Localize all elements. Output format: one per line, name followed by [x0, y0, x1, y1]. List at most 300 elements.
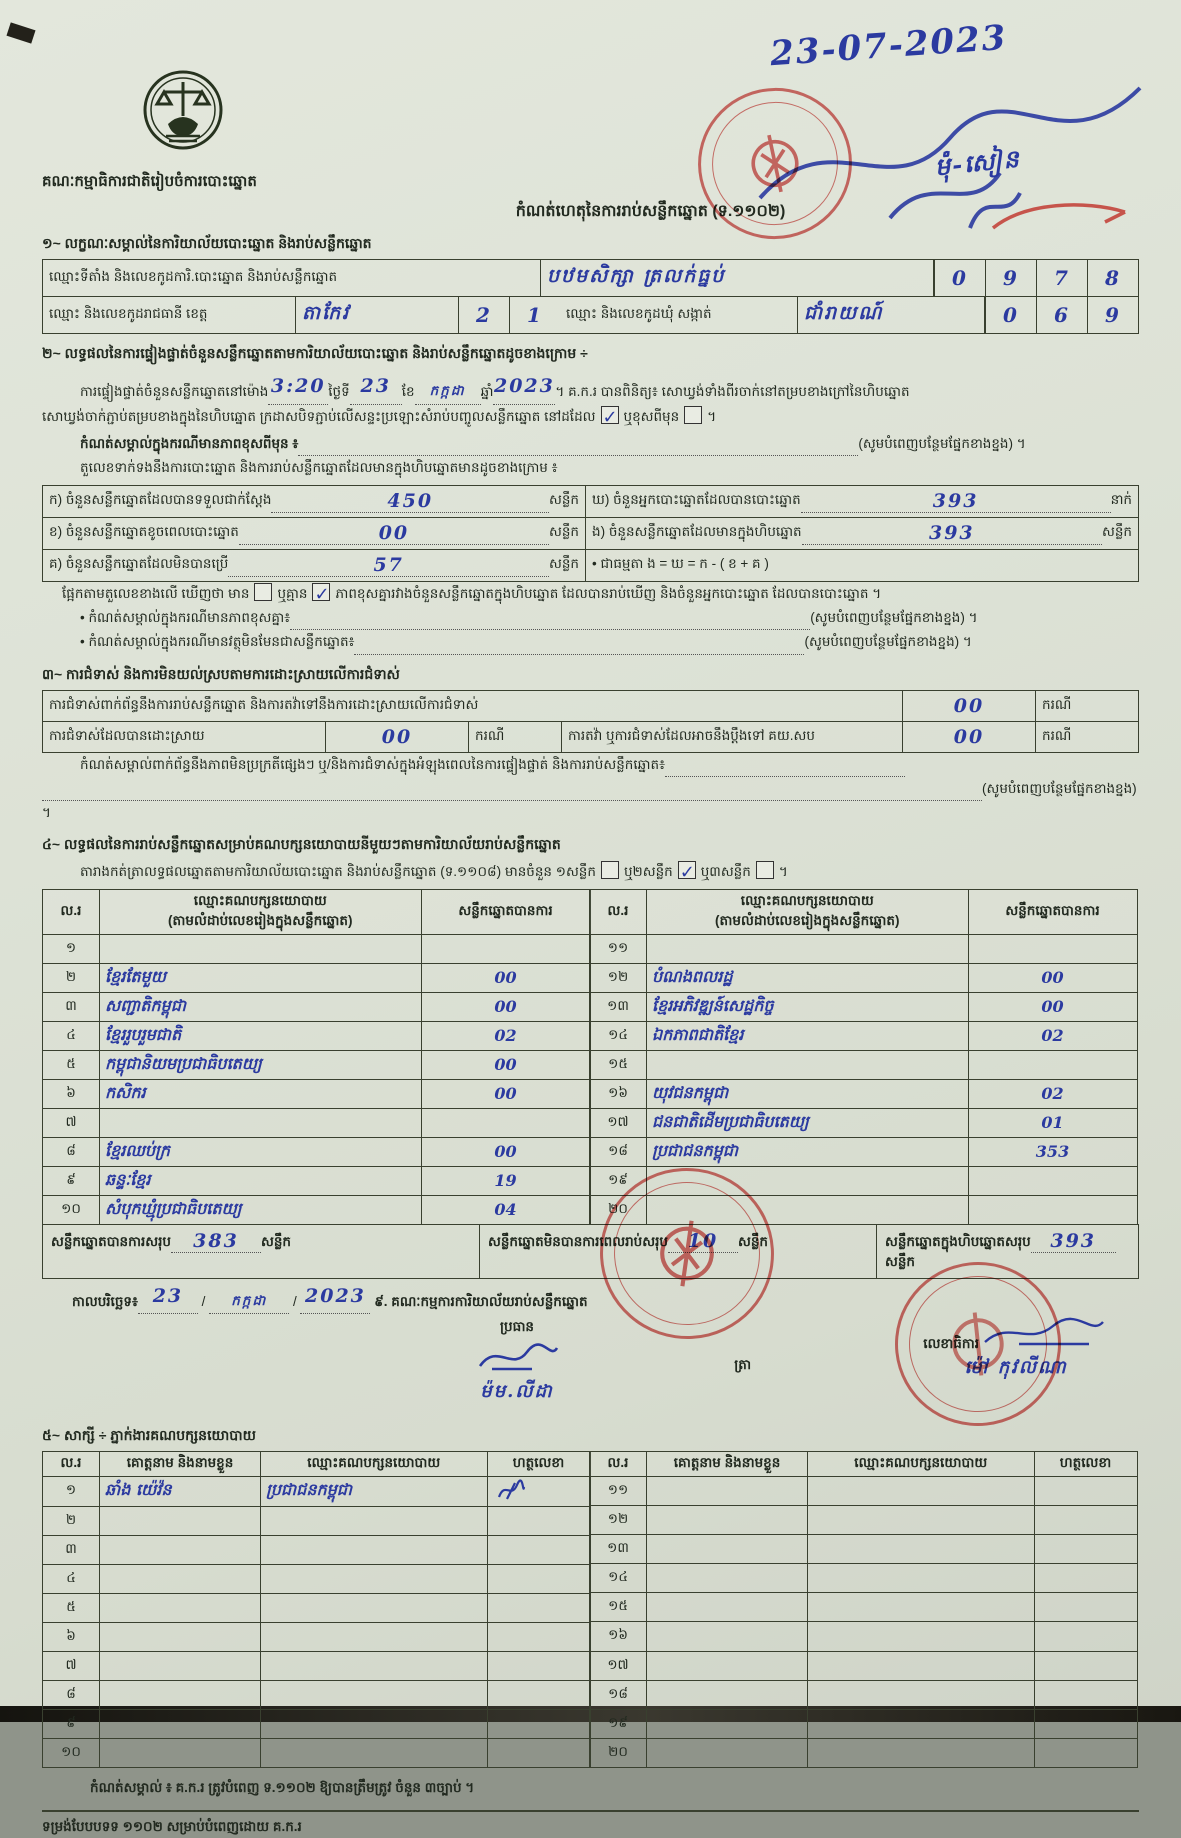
agent-name-handwritten — [647, 1709, 808, 1738]
agent-row-number: ៦ — [43, 1622, 100, 1651]
irregularity-note — [42, 753, 1139, 826]
agent-party-handwritten — [808, 1476, 1035, 1505]
agent-row — [590, 1738, 1138, 1767]
party-name-handwritten: កសិករ — [100, 1079, 422, 1108]
party-row-number: ៩ — [43, 1166, 100, 1195]
party-result-row — [590, 934, 1138, 963]
province-code-digit: 2 — [476, 303, 492, 327]
party-votes-handwritten: 00 — [968, 992, 1137, 1021]
secretary-name-handwritten: ម៉ៅ កុវលីណា — [964, 1356, 1068, 1378]
party-row-number: ៤ — [43, 1021, 100, 1050]
bullet2-label: • កំណត់សម្គាល់ក្នុងករណីមានវត្ថុមិនមែនជាសន្លឹកឆ្នោត៖ — [80, 634, 355, 650]
province-code-boxes — [459, 297, 560, 333]
party-table-left — [42, 889, 591, 1225]
organization-name: គណៈកម្មាធិការជាតិរៀបចំការបោះឆ្នោត — [42, 173, 257, 190]
voters-label: ឃ) ចំនួនអ្នកបោះឆ្នោតដែលបានបោះឆ្នោត — [592, 492, 801, 508]
col-party-sub: (តាមលំដាប់លេខរៀងក្នុងសន្លឹកឆ្នោត) — [168, 912, 353, 928]
received-label: ក) ចំនួនសន្លឹកឆ្នោតដែលបានទទួលជាក់ស្តែង — [49, 492, 272, 508]
party-row-number: ១៨ — [590, 1137, 647, 1166]
bullet1-suffix: (សូមបំពេញបន្ថែមផ្នែកខាងខ្នង) ។ — [810, 610, 978, 625]
party-result-row — [590, 1137, 1138, 1166]
col-signature: ហត្ថលេខា — [487, 1451, 590, 1476]
section3-heading: ៣~ ការជំទាស់ និងការមិនយល់ស្របតាមការដោះស្រាយលើការជំទាស់ — [42, 665, 400, 682]
three-sheet-checkbox — [756, 861, 774, 879]
agent-row-number: ១០ — [43, 1738, 100, 1767]
comparison-line — [42, 582, 1139, 606]
verify-text-e: ។ គ.ក.រ បានពិនិត្យ៖ សោឃ្វង់ទាំងពីរចាក់នៅតម្របខាងក្រៅនៃហិបឆ្នោត — [555, 384, 910, 400]
irregularity-note-suffix: (សូមបំពេញបន្ថែមផ្នែកខាងខ្នង) ។ — [42, 780, 1137, 821]
agent-row — [43, 1593, 591, 1622]
party-votes-handwritten: 04 — [421, 1195, 590, 1224]
verify-month-handwritten: កក្កដា — [429, 383, 466, 400]
agent-name-handwritten — [647, 1535, 808, 1564]
commune-code-digit: 0 — [1003, 303, 1019, 327]
party-name-handwritten: កម្ពុជានិយមប្រជាធិបតេយ្យ — [100, 1050, 422, 1079]
col-signature: ហត្ថលេខា — [1034, 1451, 1137, 1476]
seal-different-checkbox — [684, 406, 702, 424]
objection-resolved-value: 00 — [381, 725, 413, 748]
objection-row1-label: ការជំទាស់ពាក់ព័ន្ធនឹងការរាប់សន្លឹកឆ្នោត និងការតវ៉ាទៅនឹងការដោះស្រាយលើការជំទាស់ — [43, 691, 903, 721]
valid-total-label: សន្លឹកឆ្នោតបានការសរុប — [51, 1233, 171, 1249]
verify-year-handwritten: 2023 — [493, 375, 555, 397]
unit-sheet: សន្លឹក — [549, 524, 579, 540]
col-votes: សន្លឹកឆ្នោតបានការ — [968, 889, 1137, 934]
verify-text-f: សោឃ្វង់ចាក់ភ្ជាប់តម្របខាងក្នុងនៃហិបឆ្នោត ក្រដាសបិទភ្ជាប់លើសន្ទះប្រឡោះសំរាប់បញ្ចូលសន្លឹកឆ្នោត នៅដដែល — [42, 409, 596, 425]
commune-label: ឈ្មោះ និងលេខកូដឃុំ សង្កាត់ — [560, 297, 798, 333]
three-sheet-label: ឬ៣សន្លឹក — [700, 864, 751, 880]
received-value-handwritten: 450 — [387, 489, 434, 512]
party-name-handwritten: យុវជនកម្ពុជា — [647, 1079, 969, 1108]
agent-row-number: ១៨ — [590, 1680, 647, 1709]
col-party-sub: (តាមលំដាប់លេខរៀងក្នុងសន្លឹកឆ្នោត) — [715, 912, 900, 928]
party-name-handwritten: ខ្មែររួបរួមជាតិ — [100, 1021, 422, 1050]
verify-text-c: ខែ — [401, 384, 415, 400]
difference-yes-checkbox — [254, 583, 272, 601]
agent-row-number: ៥ — [43, 1593, 100, 1622]
station-name-handwritten: បឋមសិក្សា ត្រលក់ធ្នប់ — [547, 265, 726, 287]
agent-row — [590, 1564, 1138, 1593]
agent-row — [43, 1506, 591, 1535]
party-row-number: ១០ — [43, 1195, 100, 1224]
agent-row-number: ១១ — [590, 1476, 647, 1505]
objection-appeal-value: 00 — [953, 725, 985, 748]
objection-row2 — [42, 722, 1139, 753]
party-result-row — [43, 963, 591, 992]
party-name-handwritten: ខ្មែរតែមួយ — [100, 963, 422, 992]
unit-sheet: សន្លឹក — [549, 556, 579, 572]
unit-sheet: សន្លឹក — [885, 1253, 915, 1269]
agent-party-handwritten — [261, 1622, 488, 1651]
bullet-difference-note — [42, 606, 1139, 630]
party-votes-handwritten: 19 — [421, 1166, 590, 1195]
agent-row-number: ៨ — [43, 1680, 100, 1709]
agent-row — [590, 1593, 1138, 1622]
party-votes-handwritten: 353 — [968, 1137, 1137, 1166]
party-agents-table — [42, 1451, 1139, 1768]
verify-text-a: ការផ្ទៀងផ្ទាត់ចំនួនសន្លឹកឆ្នោតនៅម៉ោង — [80, 384, 269, 400]
agent-row-number: ១ — [43, 1476, 100, 1506]
unit-case: ករណី — [1042, 696, 1072, 712]
date-year-handwritten: 2023 — [305, 1284, 366, 1307]
unit-sheet: សន្លឹក — [1102, 524, 1132, 540]
agents-table-left — [42, 1451, 591, 1768]
agent-row-number: ១៣ — [590, 1535, 647, 1564]
two-sheet-label: ឬ២សន្លឹក — [623, 864, 673, 880]
party-votes-handwritten: 00 — [421, 992, 590, 1021]
station-code-digit: 7 — [1054, 266, 1070, 290]
agent-name-handwritten — [647, 1651, 808, 1680]
section2-heading: ២~ លទ្ធផលនៃការផ្ទៀងផ្ទាត់ចំនួនសន្លឹកឆ្នោតតាមការិយាល័យបោះឆ្នោត និងរាប់សន្លឹកឆ្នោតដូចខាងក្រោម ÷ — [42, 345, 588, 361]
date-day-handwritten: 23 — [152, 1284, 184, 1307]
agent-row-number: ២០ — [590, 1738, 647, 1767]
polling-station-row — [42, 259, 1139, 297]
party-row-number: ២០ — [590, 1195, 647, 1224]
agent-row-number: ១៩ — [590, 1709, 647, 1738]
agent-party-handwritten — [808, 1680, 1035, 1709]
party-result-row — [590, 1021, 1138, 1050]
unit-person: នាក់ — [1110, 492, 1132, 508]
agent-row — [590, 1622, 1138, 1651]
seal-note-label: កំណត់សម្គាល់ក្នុងករណីមានភាពខុសពីមុន ៖ — [80, 436, 299, 452]
party-row-number: ១៣ — [590, 992, 647, 1021]
agent-row — [43, 1680, 591, 1709]
verification-paragraph — [42, 369, 1139, 430]
agent-row-number: ១២ — [590, 1506, 647, 1535]
date-line: កាលបរិច្ឆេទ៖ 23 / កក្កដា / 2023 ៩. គណៈកម្មការការិយាល័យរាប់សន្លឹកឆ្នោត — [42, 1279, 1139, 1314]
objection-appeal-label: ការតវ៉ា ឬការជំទាស់ដែលអាចនឹងប្តឹងទៅ គយ.សប — [562, 722, 903, 752]
red-official-stamp-middle — [589, 1157, 785, 1351]
commune-code-boxes — [985, 297, 1138, 333]
party-votes-handwritten: 00 — [421, 1079, 590, 1108]
agent-name-handwritten — [100, 1535, 261, 1564]
party-row-number: ១២ — [590, 963, 647, 992]
verify-text-h: ។ — [707, 409, 717, 425]
station-code-digit: 8 — [1105, 266, 1121, 290]
figures-intro — [42, 456, 1139, 480]
inbox-total-label: សន្លឹកឆ្នោតក្នុងហិបឆ្នោតសរុប — [885, 1233, 1031, 1249]
col-agent-party: ឈ្មោះគណបក្សនយោបាយ — [261, 1451, 488, 1476]
verify-time-handwritten: 3:20 — [270, 375, 326, 397]
agent-party-handwritten — [808, 1738, 1035, 1767]
red-official-stamp-lower — [887, 1254, 1069, 1434]
inbox-value-handwritten: 393 — [928, 521, 975, 544]
agent-name-handwritten: ឆាំង យ៉េវ៉ន — [100, 1476, 261, 1506]
form-identifier-line — [42, 1818, 1139, 1838]
party-result-row — [43, 992, 591, 1021]
unused-label: គ) ចំនួនសន្លឹកឆ្នោតដែលមិនបានប្រើ — [49, 556, 229, 572]
objection-resolved-label: ការជំទាស់ដែលបានដោះស្រាយ — [43, 722, 326, 752]
section4-intro-text: តារាងកត់ត្រាលទ្ធផលឆ្នោតតាមការិយាល័យបោះឆ្នោត និងរាប់សន្លឹកឆ្នោត (ទ.១១០៨) មានចំនួន ១សន្លឹក — [80, 864, 596, 880]
party-row-number: ៧ — [43, 1108, 100, 1137]
voters-value-handwritten: 393 — [932, 489, 979, 512]
agent-party-handwritten — [261, 1738, 488, 1767]
bullet2-suffix: (សូមបំពេញបន្ថែមផ្នែកខាងខ្នង) ។ — [804, 634, 972, 650]
party-name-handwritten — [647, 934, 969, 963]
party-name-handwritten: សំបុកឃ្មុំប្រជាធិបតេយ្យ — [100, 1195, 422, 1224]
party-votes-handwritten: 00 — [421, 1050, 590, 1079]
party-votes-handwritten — [968, 1195, 1137, 1224]
agent-name-handwritten — [100, 1680, 261, 1709]
party-votes-handwritten: 00 — [421, 963, 590, 992]
agent-party-handwritten — [261, 1709, 488, 1738]
party-name-handwritten: ឆន្ទៈខ្មែរ — [100, 1166, 422, 1195]
party-votes-handwritten: 02 — [968, 1079, 1137, 1108]
invalid-total-value: 10 — [687, 1229, 719, 1252]
date-label: កាលបរិច្ឆេទ៖ — [72, 1293, 138, 1309]
col-no: ល.រ — [590, 889, 647, 934]
party-result-row — [43, 934, 591, 963]
party-name-handwritten: ឯកភាពជាតិខ្មែរ — [647, 1021, 969, 1050]
unit-sheet: សន្លឹក — [260, 1233, 291, 1249]
spoiled-label: ខ) ចំនួនសន្លឹកឆ្នោតខូចពេលបោះឆ្នោត — [49, 524, 239, 540]
party-votes-handwritten: 02 — [421, 1021, 590, 1050]
agent-party-handwritten — [808, 1651, 1035, 1680]
unit-case: ករណី — [469, 722, 562, 752]
two-sheet-checkbox — [678, 861, 696, 879]
agent-row — [43, 1564, 591, 1593]
party-result-row — [590, 1108, 1138, 1137]
party-name-handwritten — [100, 1108, 422, 1137]
agent-party-handwritten — [261, 1506, 488, 1535]
party-row-number: ២ — [43, 963, 100, 992]
president-name-handwritten: ម៉ម.លីដា — [480, 1380, 554, 1402]
agent-row — [590, 1680, 1138, 1709]
party-result-row — [43, 1021, 591, 1050]
seal-note-suffix: (សូមបំពេញបន្ថែមផ្នែកខាងខ្នង) ។ — [858, 436, 1026, 452]
section4-intro-end: ។ — [778, 864, 788, 880]
bullet1-label: • កំណត់សម្គាល់ក្នុងករណីមានភាពខុសគ្នា៖ — [80, 610, 291, 625]
agent-row — [590, 1476, 1138, 1505]
party-row-number: ១៩ — [590, 1166, 647, 1195]
station-code-digit: 9 — [1003, 266, 1019, 290]
party-votes-handwritten: 02 — [968, 1021, 1137, 1050]
agent-party-handwritten — [261, 1651, 488, 1680]
handwritten-note: ម៉ុំ-សៀន — [933, 143, 1023, 182]
agent-row — [590, 1651, 1138, 1680]
party-name-handwritten: បំណងពលរដ្ឋ — [647, 963, 969, 992]
verify-text-b: ថ្ងៃទី — [328, 384, 350, 400]
party-votes-handwritten: 01 — [968, 1108, 1137, 1137]
agent-name-handwritten — [100, 1564, 261, 1593]
president-label: ប្រធាន — [499, 1318, 534, 1334]
col-party: ឈ្មោះគណបក្សនយោបាយ — [193, 892, 327, 908]
objection-row1-value: 00 — [953, 694, 985, 717]
col-agent-name: គោត្តនាម និងនាមខ្លួន — [100, 1451, 261, 1476]
commune-code-digit: 9 — [1105, 303, 1121, 327]
party-name-handwritten: ប្រជាជនកម្ពុជា — [647, 1137, 969, 1166]
agent-party-handwritten — [261, 1593, 488, 1622]
agent-name-handwritten — [647, 1680, 808, 1709]
agent-signature — [493, 1479, 527, 1501]
party-name-handwritten: ខ្មែរឈប់ក្រ — [100, 1137, 422, 1166]
agent-name-handwritten — [100, 1622, 261, 1651]
section4-heading: ៤~ លទ្ធផលនៃការរាប់សន្លឹកឆ្នោតសម្រាប់គណបក្សនយោបាយនីមួយៗតាមការិយាល័យរាប់សន្លឹកឆ្នោត — [42, 836, 561, 853]
verify-text-g: ឬខុសពីមុន — [623, 409, 680, 425]
agent-party-handwritten — [261, 1564, 488, 1593]
commune-code-digit: 6 — [1054, 303, 1070, 327]
agent-party-handwritten — [808, 1622, 1035, 1651]
inbox-label: ង) ចំនួនសន្លឹកឆ្នោតដែលមានក្នុងហិបឆ្នោត — [592, 524, 802, 540]
province-commune-row — [42, 297, 1139, 334]
agent-name-handwritten — [647, 1476, 808, 1505]
party-row-number: ៦ — [43, 1079, 100, 1108]
objection-row1 — [42, 690, 1139, 722]
verify-day-handwritten: 23 — [360, 375, 391, 397]
party-result-row — [43, 1195, 591, 1224]
unit-case: ករណី — [1042, 727, 1072, 743]
col-votes: សន្លឹកឆ្នោតបានការ — [421, 889, 590, 934]
agent-party-handwritten — [808, 1535, 1035, 1564]
party-votes-handwritten: 00 — [421, 1137, 590, 1166]
party-name-handwritten — [647, 1050, 969, 1079]
agent-row-number: ១៧ — [590, 1651, 647, 1680]
party-result-row — [43, 1050, 591, 1079]
agent-row — [43, 1651, 591, 1680]
red-pen-mark — [985, 192, 1135, 242]
footer-note — [42, 1776, 1139, 1800]
valid-total-value: 383 — [193, 1229, 239, 1252]
seal-note-line — [42, 432, 1139, 456]
party-votes-handwritten — [421, 934, 590, 963]
party-row-number: ១៦ — [590, 1079, 647, 1108]
president-signature — [472, 1338, 562, 1376]
one-sheet-checkbox — [601, 861, 619, 879]
bullet-objects-note — [42, 630, 1139, 654]
formula-text: • ជាធម្មតា ង = ឃ = ក - ( ខ + គ ) — [592, 556, 769, 572]
unit-sheet: សន្លឹក — [737, 1233, 768, 1249]
col-agent-party: ឈ្មោះគណបក្សនយោបាយ — [808, 1451, 1035, 1476]
footer-rule — [42, 1810, 1139, 1812]
agent-row-number: ២ — [43, 1506, 100, 1535]
irregularity-note-text: កំណត់សម្គាល់ពាក់ព័ន្ធនឹងភាពមិនប្រក្រតីផ្សេងៗ ឬ/និងការជំទាស់ក្នុងអំឡុងពេលនៃការផ្ទៀងផ្ទាត់ និងការរាប់សន្លឹកឆ្នោត៖ — [80, 756, 666, 772]
party-result-row — [43, 1137, 591, 1166]
col-agent-name: គោត្តនាម និងនាមខ្លួន — [647, 1451, 808, 1476]
col-no: ល.រ — [43, 889, 100, 934]
station-label: ឈ្មោះទីតាំង និងលេខកូដការិ.បោះឆ្នោត និងរាប់សន្លឹកឆ្នោត — [43, 260, 541, 296]
party-name-handwritten — [100, 934, 422, 963]
col-party: ឈ្មោះគណបក្សនយោបាយ — [740, 892, 874, 908]
party-name-handwritten: សញ្ជាតិកម្ពុជា — [100, 992, 422, 1021]
col-no: ល.រ — [43, 1451, 100, 1476]
party-row-number: ៨ — [43, 1137, 100, 1166]
agent-name-handwritten — [100, 1506, 261, 1535]
commune-name-handwritten: ជាំរាយណ៍ — [804, 302, 884, 324]
agent-name-handwritten — [647, 1593, 808, 1622]
party-result-row — [43, 1166, 591, 1195]
agent-row-number: ៧ — [43, 1651, 100, 1680]
party-row-number: ១៧ — [590, 1108, 647, 1137]
committee-label: ៩. គណៈកម្មការការិយាល័យរាប់សន្លឹកឆ្នោត — [374, 1293, 588, 1309]
party-result-row — [43, 1108, 591, 1137]
party-result-row — [590, 963, 1138, 992]
inbox-total-value: 393 — [1050, 1229, 1097, 1252]
ballot-figures-table — [42, 485, 1139, 582]
party-result-row — [590, 1079, 1138, 1108]
agent-name-handwritten — [100, 1651, 261, 1680]
col-no: ល.រ — [590, 1451, 647, 1476]
party-result-row — [43, 1079, 591, 1108]
agent-row — [43, 1709, 591, 1738]
agent-row — [43, 1476, 591, 1506]
party-votes-handwritten — [968, 1050, 1137, 1079]
station-code-boxes — [934, 260, 1138, 296]
section4-intro — [42, 860, 1139, 884]
verify-text-d: ឆ្នាំ — [480, 384, 494, 400]
agent-row-number: ១៤ — [590, 1564, 647, 1593]
agent-party-handwritten — [808, 1709, 1035, 1738]
form-identifier-text: ទម្រង់បែបបទទ ១១០២ សម្រាប់បំពេញដោយ គ.ក.រ — [42, 1819, 302, 1835]
party-name-handwritten: ខ្មែរអភិវឌ្ឍន៍សេដ្ឋកិច្ច — [647, 992, 969, 1021]
agent-row-number: ៤ — [43, 1564, 100, 1593]
party-row-number: ១៤ — [590, 1021, 647, 1050]
handwritten-date: 23-07-2023 — [768, 17, 1009, 75]
invalid-total-label: សន្លឹកឆ្នោតមិនបានការពេលរាប់សរុប — [488, 1233, 668, 1249]
secretary-label: លេខាធិការ — [923, 1335, 979, 1351]
footer-note-text: កំណត់សម្គាល់ ៖ គ.ក.រ ត្រូវបំពេញ ទ.១១០២ ឱ្យបានត្រឹមត្រូវ ចំនួន ៣ច្បាប់ ។ — [90, 1779, 475, 1795]
section1-heading: ១~ លក្ខណៈសម្គាល់នៃការិយាល័យបោះឆ្នោត និងរាប់សន្លឹកឆ្នោត — [42, 235, 372, 251]
agent-row-number: ៣ — [43, 1535, 100, 1564]
agent-row — [43, 1535, 591, 1564]
spoiled-value-handwritten: 00 — [378, 521, 410, 544]
agent-row-number: ១៦ — [590, 1622, 647, 1651]
agent-row-number: ១៥ — [590, 1593, 647, 1622]
agent-row — [590, 1506, 1138, 1535]
unused-value-handwritten: 57 — [373, 553, 404, 576]
agent-row-number: ៩ — [43, 1709, 100, 1738]
party-votes-handwritten — [968, 1166, 1137, 1195]
agent-row — [590, 1709, 1138, 1738]
party-row-number: ១ — [43, 934, 100, 963]
agent-name-handwritten — [647, 1622, 808, 1651]
agent-name-handwritten — [100, 1738, 261, 1767]
document-title: កំណត់ហេតុនៃការរាប់សន្លឹកឆ្នោត (ទ.១១០២) — [515, 203, 786, 220]
province-code-digit: 1 — [527, 303, 543, 327]
agent-party-handwritten — [261, 1680, 488, 1709]
party-result-row — [590, 1050, 1138, 1079]
party-result-row — [590, 992, 1138, 1021]
figures-intro-text: តួលេខទាក់ទងនឹងការបោះឆ្នោត និងការរាប់សន្លឹកឆ្នោតដែលមានក្នុងហិបឆ្នោតមានដូចខាងក្រោម ៖ — [80, 460, 558, 476]
agent-name-handwritten — [100, 1709, 261, 1738]
agent-party-handwritten — [261, 1535, 488, 1564]
agent-party-handwritten — [808, 1506, 1035, 1535]
party-row-number: ៥ — [43, 1050, 100, 1079]
date-month-handwritten: កក្កដា — [231, 1292, 268, 1309]
station-code-digit: 0 — [952, 266, 968, 290]
agent-row — [590, 1535, 1138, 1564]
seal-label: ត្រា — [734, 1356, 752, 1372]
party-row-number: ៣ — [43, 992, 100, 1021]
agent-name-handwritten — [647, 1506, 808, 1535]
comparison-text-b: ឬគ្មាន — [277, 585, 308, 601]
province-label: ឈ្មោះ និងលេខកូដរាជធានី ខេត្ត — [43, 297, 296, 333]
agent-party-handwritten — [808, 1564, 1035, 1593]
comparison-text-a: ផ្អែកតាមតួលេខខាងលើ ឃើញថា មាន — [62, 585, 250, 601]
seal-same-checkbox — [601, 406, 619, 424]
party-votes-handwritten — [968, 934, 1137, 963]
agent-name-handwritten — [100, 1593, 261, 1622]
agent-row — [43, 1738, 591, 1767]
agent-party-handwritten — [808, 1593, 1035, 1622]
party-name-handwritten: ជនជាតិដើមប្រជាធិបតេយ្យ — [647, 1108, 969, 1137]
difference-no-checkbox — [312, 583, 330, 601]
agent-party-handwritten: ប្រជាជនកម្ពុជា — [261, 1476, 488, 1506]
province-name-handwritten: តាកែវ — [302, 302, 351, 324]
agent-row — [43, 1622, 591, 1651]
section5-heading: ៥~ សាក្សី ÷ ភ្នាក់ងារគណបក្សនយោបាយ — [42, 1426, 256, 1443]
party-votes-handwritten: 00 — [968, 963, 1137, 992]
agent-name-handwritten — [647, 1738, 808, 1767]
party-row-number: ១៥ — [590, 1050, 647, 1079]
